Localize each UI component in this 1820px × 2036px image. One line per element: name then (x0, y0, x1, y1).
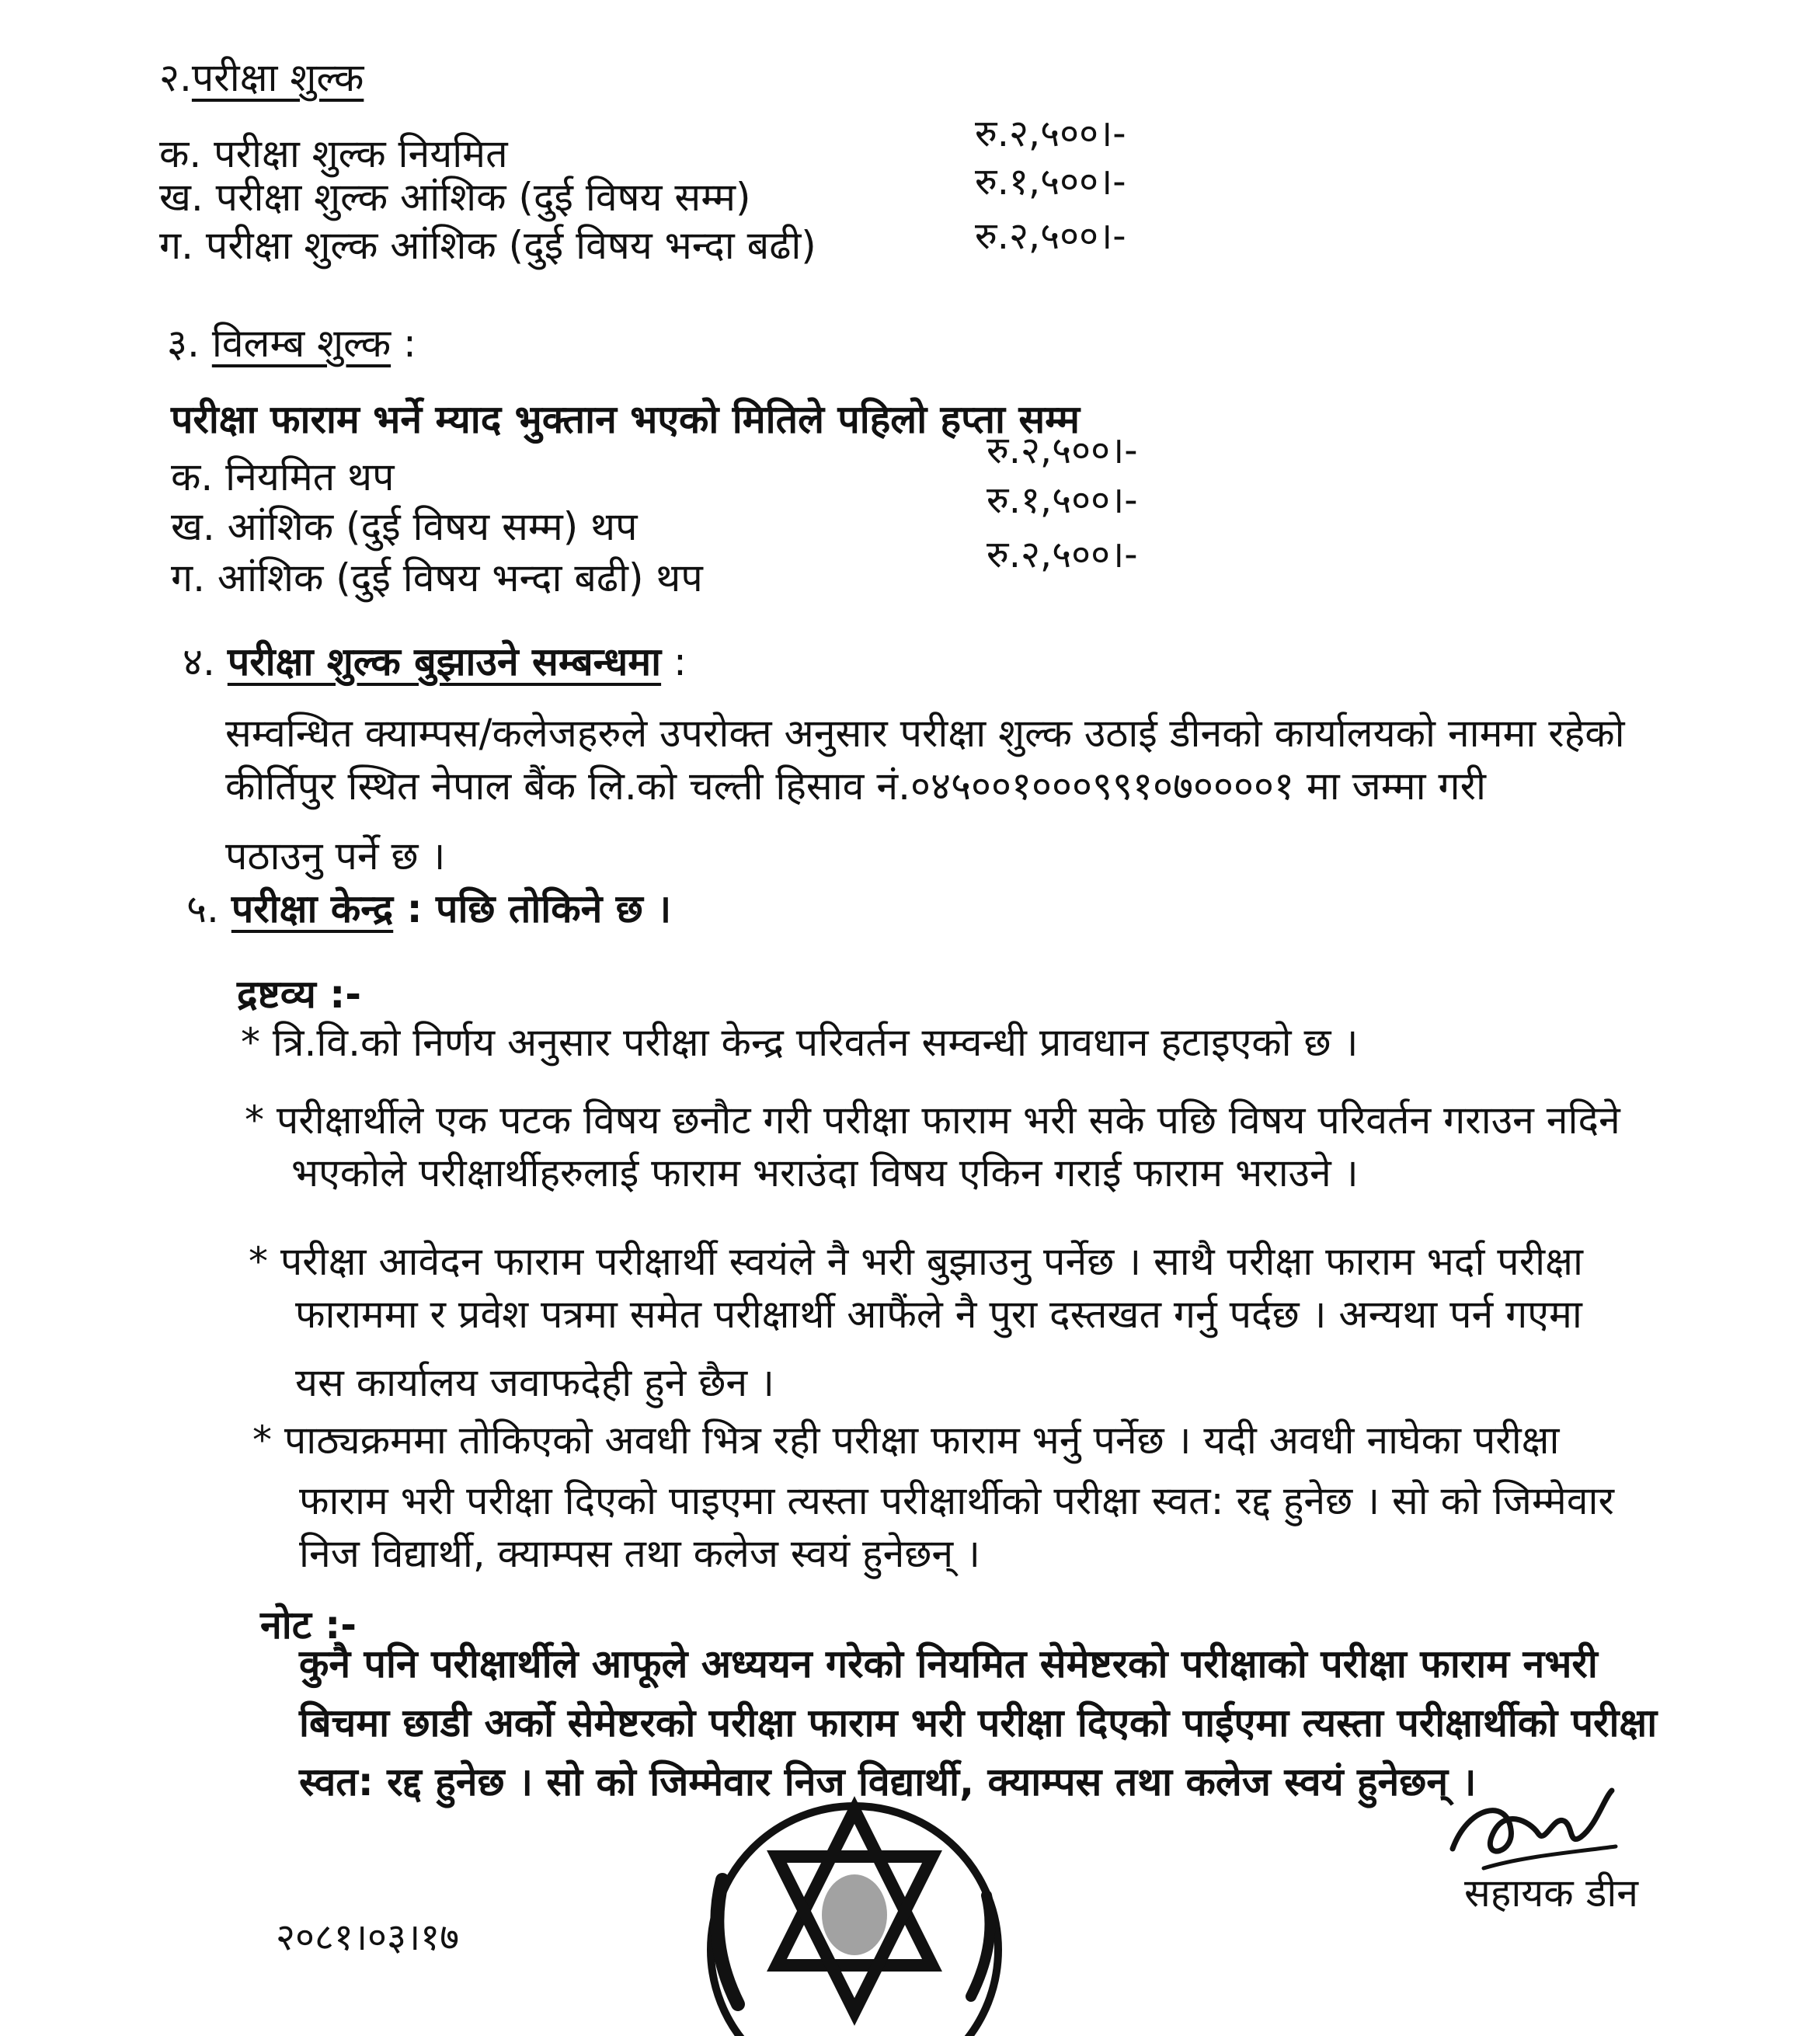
late-item-amount: रु.२,५००।- (987, 429, 1138, 472)
late-item-amount: रु.२,५००।- (987, 533, 1138, 576)
seal-icon (691, 1787, 1018, 2036)
note-text-line: बिचमा छाडी अर्को सेमेष्टरको परीक्षा फाराम भरी परीक्षा दिएको पाईएमा त्यस्ता परीक्षार्थीको परीक्षा (299, 1700, 1658, 1745)
fee-item-label: क. परीक्षा शुल्क नियमित (159, 131, 508, 176)
section-title: परीक्षा केन्द्र (231, 886, 394, 931)
signature (1437, 1775, 1639, 1884)
section-title: परीक्षा शुल्क (191, 55, 364, 100)
late-item-label: ग. आंशिक (दुई विषय भन्दा बढी) थप (171, 555, 703, 600)
section-number: ३. (167, 321, 200, 366)
note-item-continuation: भएकोले परीक्षार्थीहरुलाई फाराम भराउंदा विषय एकिन गराई फाराम भराउने । (291, 1150, 1359, 1195)
late-item-label: ख. आंशिक (दुई विषय सम्म) थप (171, 504, 638, 549)
document-date: २०८१।०३।१७ (276, 1916, 460, 1959)
section-title: विलम्ब शुल्क (211, 321, 391, 366)
section-number: २. (159, 55, 192, 100)
payment-text-line: सम्वन्धित क्याम्पस/कलेजहरुले उपरोक्त अनुसार परीक्षा शुल्क उठाई डीनको कार्यालयको नाममा रहेको (225, 711, 1625, 756)
payment-section-heading: ४. परीक्षा शुल्क बुझाउने सम्बन्धमा : (183, 639, 687, 684)
center-section-heading: ५. परीक्षा केन्द्र : पछि तोकिने छ । (186, 886, 672, 931)
note-item-continuation: फाराममा र प्रवेश पत्रमा समेत परीक्षार्थी आफैंले नै पुरा दस्तखत गर्नु पर्दछ । अन्यथा पर्न गएमा (295, 1292, 1582, 1337)
signatory-title: सहायक डीन (1464, 1871, 1639, 1916)
notes-heading: द्रष्टव्य :- (237, 972, 362, 1017)
payment-text-line: पठाउनु पर्ने छ । (225, 834, 446, 879)
note-item-continuation: फाराम भरी परीक्षा दिएको पाइएमा त्यस्ता परीक्षार्थीको परीक्षा स्वत: रद्द हुनेछ । सो को जिम्मेवार (299, 1478, 1614, 1523)
note-item: * पाठ्यक्रममा तोकिएको अवधी भित्र रही परीक्षा फाराम भर्नु पर्नेछ । यदी अवधी नाघेका परीक्षा (252, 1418, 1560, 1463)
note-text-line: स्वत: रद्द हुनेछ । सो को जिम्मेवार निज विद्यार्थी, क्याम्पस तथा कलेज स्वयं हुनेछन् । (299, 1759, 1477, 1805)
fee-item-amount: रु.१,५००।- (975, 160, 1126, 204)
fee-section-heading (159, 53, 364, 103)
note-item-continuation: यस कार्यालय जवाफदेही हुने छैन । (295, 1360, 774, 1405)
section-title: परीक्षा शुल्क बुझाउने सम्बन्धमा (227, 639, 662, 684)
section-number: ५. (186, 886, 219, 931)
note-item: * परीक्षार्थीले एक पटक विषय छनौट गरी परीक्षा फाराम भरी सके पछि विषय परिवर्तन गराउन नदिने (245, 1098, 1620, 1143)
signature-icon (1437, 1775, 1639, 1884)
official-seal (691, 1787, 1018, 2036)
note-heading: नोट :- (260, 1603, 357, 1648)
fee-item-label: ग. परीक्षा शुल्क आंशिक (दुई विषय भन्दा बढी) (159, 223, 816, 268)
note-item-continuation: निज विद्यार्थी, क्याम्पस तथा कलेज स्वयं हुनेछन् । (299, 1531, 980, 1576)
payment-text-line: कीर्तिपुर स्थित नेपाल बैंक लि.को चल्ती हिसाव नं.०४५००१०००९९१०७००००१ मा जम्मा गरी (225, 764, 1486, 809)
late-item-label: क. नियमित थप (171, 454, 395, 499)
section-number: ४. (183, 639, 215, 684)
note-item: * परीक्षा आवेदन फाराम परीक्षार्थी स्वयंले नै भरी बुझाउनु पर्नेछ । साथै परीक्षा फाराम भर्दा परीक्षा (249, 1239, 1583, 1284)
fee-item-label: ख. परीक्षा शुल्क आंशिक (दुई विषय सम्म) (159, 175, 751, 220)
late-item-amount: रु.१,५००।- (987, 479, 1138, 522)
note-item: * त्रि.वि.को निर्णय अनुसार परीक्षा केन्द्र परिवर्तन सम्वन्धी प्रावधान हटाइएको छ । (241, 1020, 1359, 1065)
fee-item-amount: रु.२,५००।- (975, 214, 1126, 258)
note-text-line: कुनै पनि परीक्षार्थीले आफूले अध्ययन गरेको नियमित सेमेष्टरको परीक्षाको परीक्षा फाराम नभरी (299, 1641, 1598, 1686)
late-section-heading: ३. विलम्ब शुल्क : (167, 321, 416, 366)
late-subheading: परीक्षा फाराम भर्ने म्याद भुक्तान भएको मितिले पहिलो हप्ता सम्म (171, 397, 1081, 442)
fee-item-amount: रु.२,५००।- (975, 112, 1126, 155)
